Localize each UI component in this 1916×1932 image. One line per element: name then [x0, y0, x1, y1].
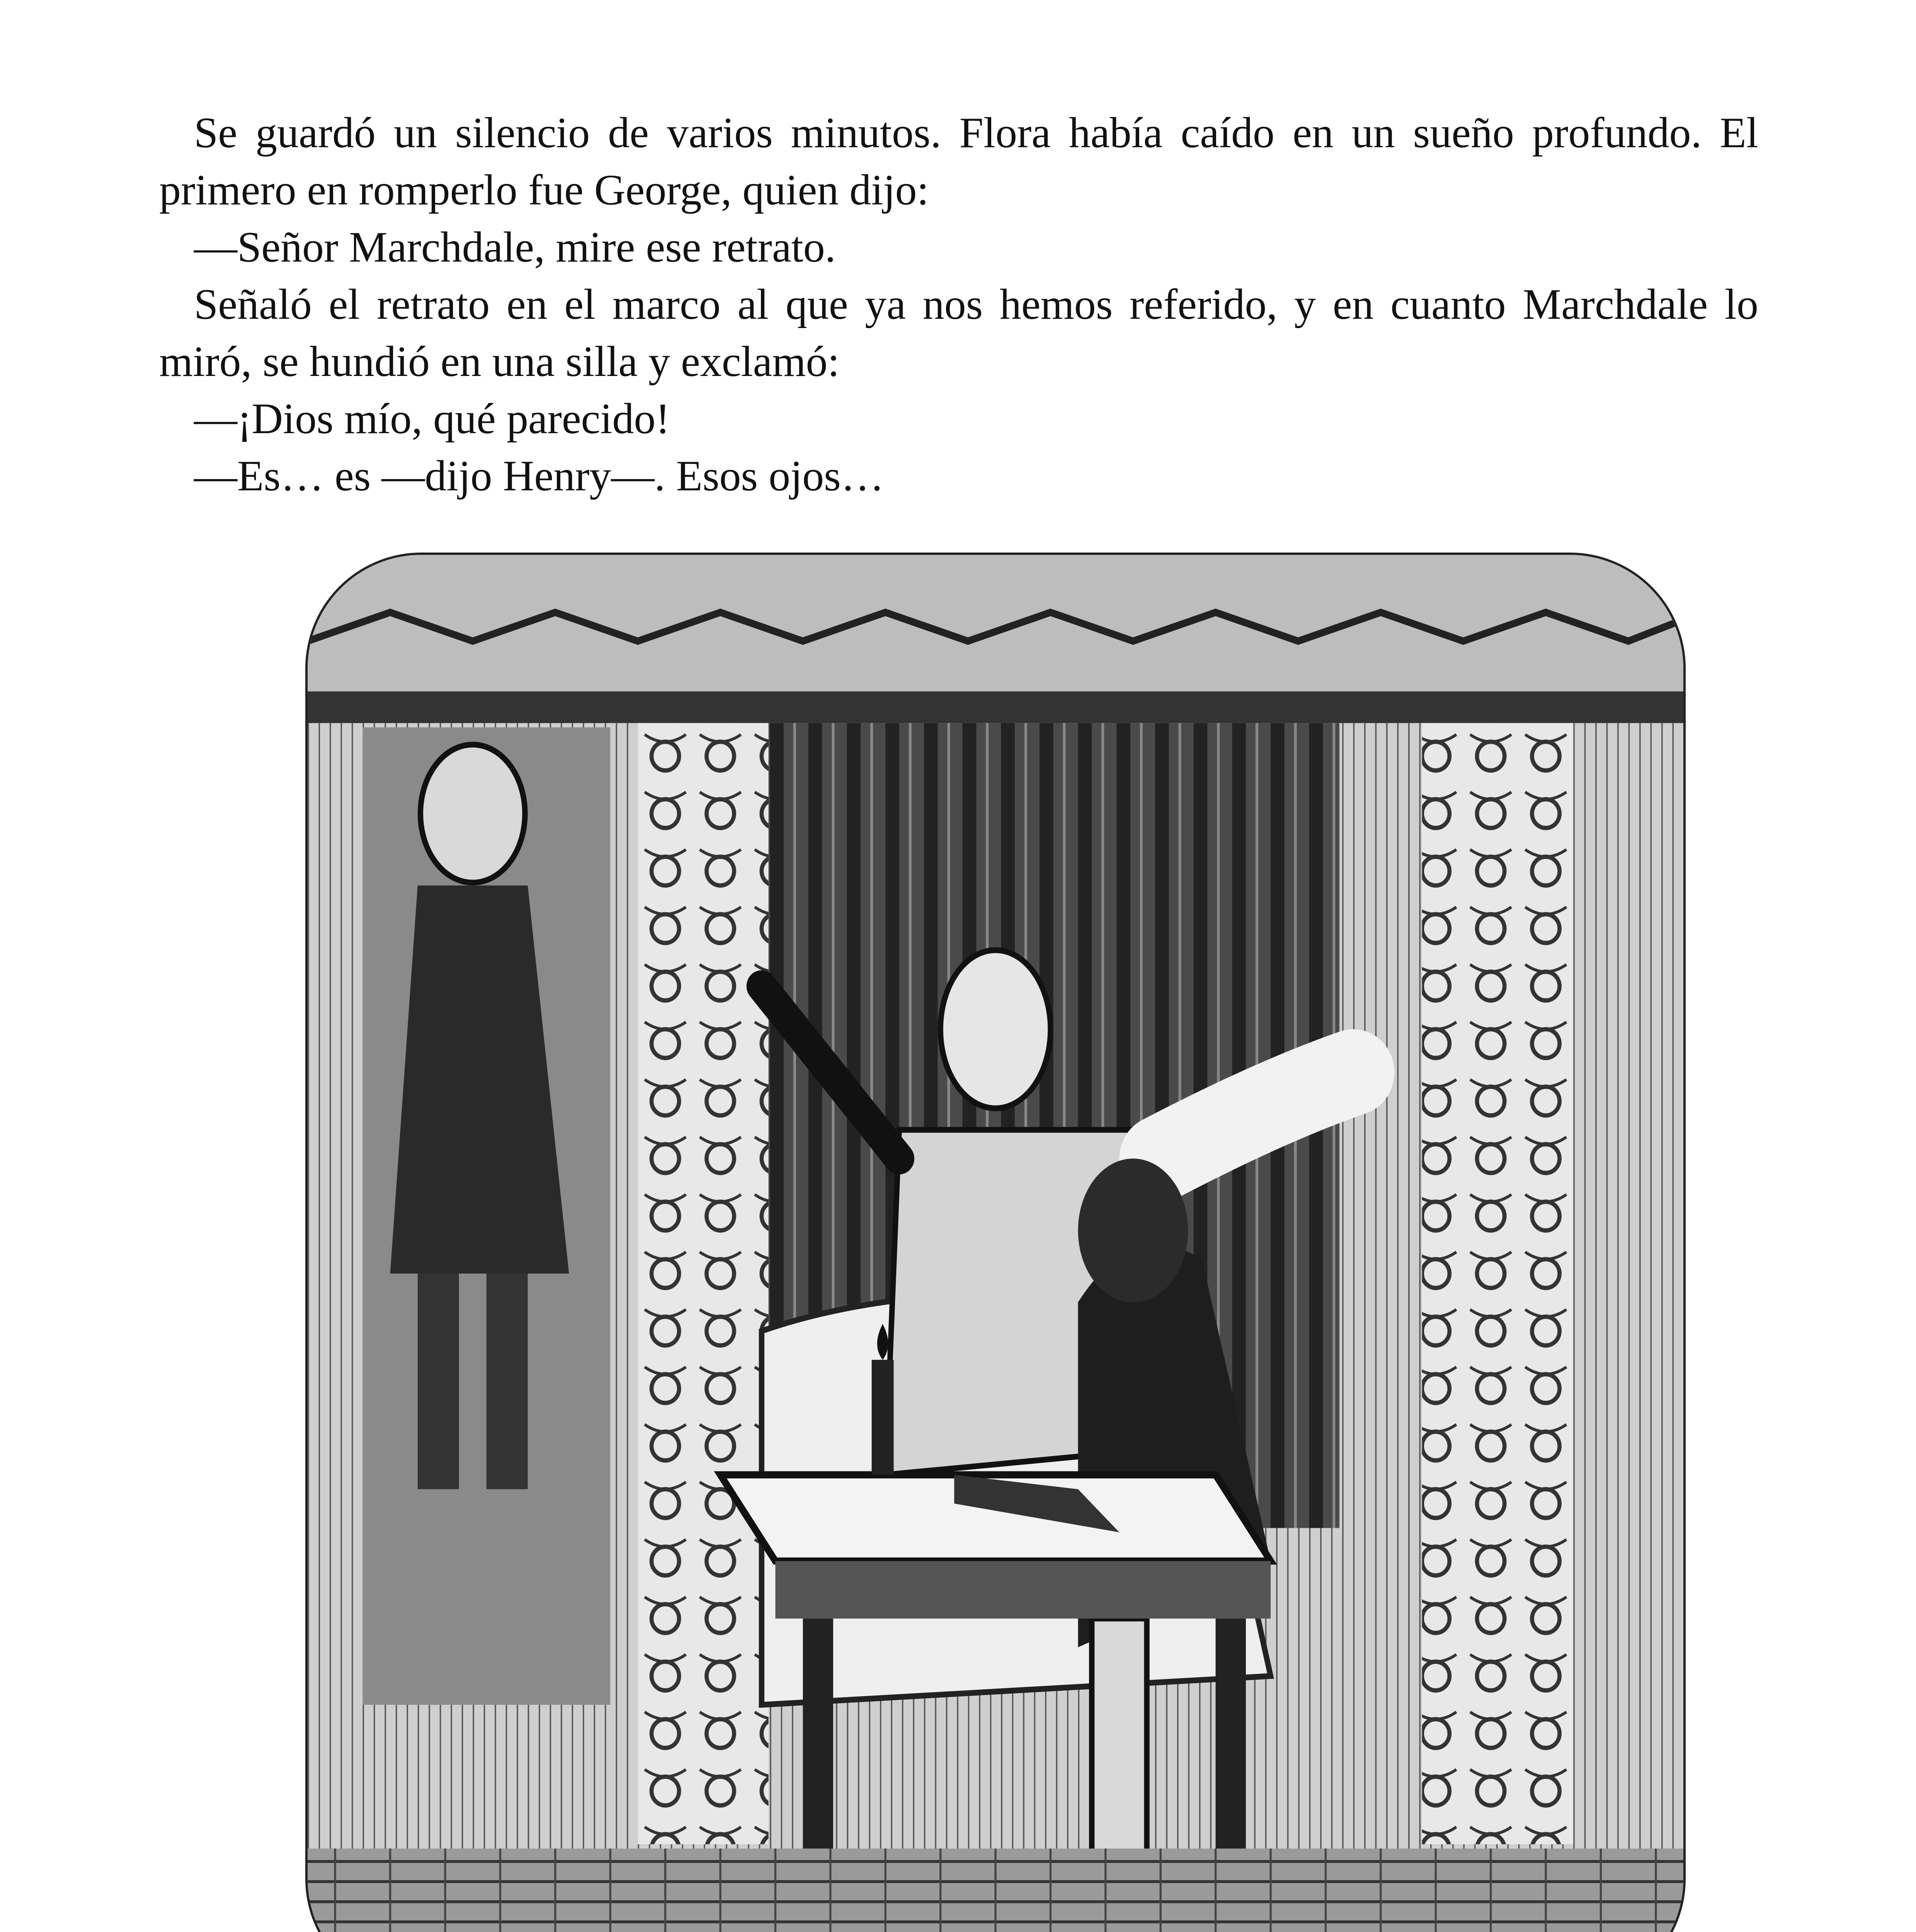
paragraph-4: —¡Dios mío, qué parecido!	[194, 395, 670, 443]
engraving-illustration	[305, 553, 1686, 1932]
paragraph-1: Se guardó un silencio de varios minutos. Flora había caído en un sueño profundo. El primero en romperlo fue George, quien dijo:	[159, 109, 1758, 214]
paragraph-2: —Señor Marchdale, mire ese retrato.	[194, 223, 836, 271]
bedroom-scene-engraving	[308, 555, 1683, 1932]
paragraph-5: —Es… es —dijo Henry—. Esos ojos…	[194, 452, 884, 500]
paragraph-3: Señaló el retrato en el marco al que ya nos hemos referido, y en cuanto Marchdale lo miró, se hundió en una silla y exclamó:	[159, 281, 1758, 386]
